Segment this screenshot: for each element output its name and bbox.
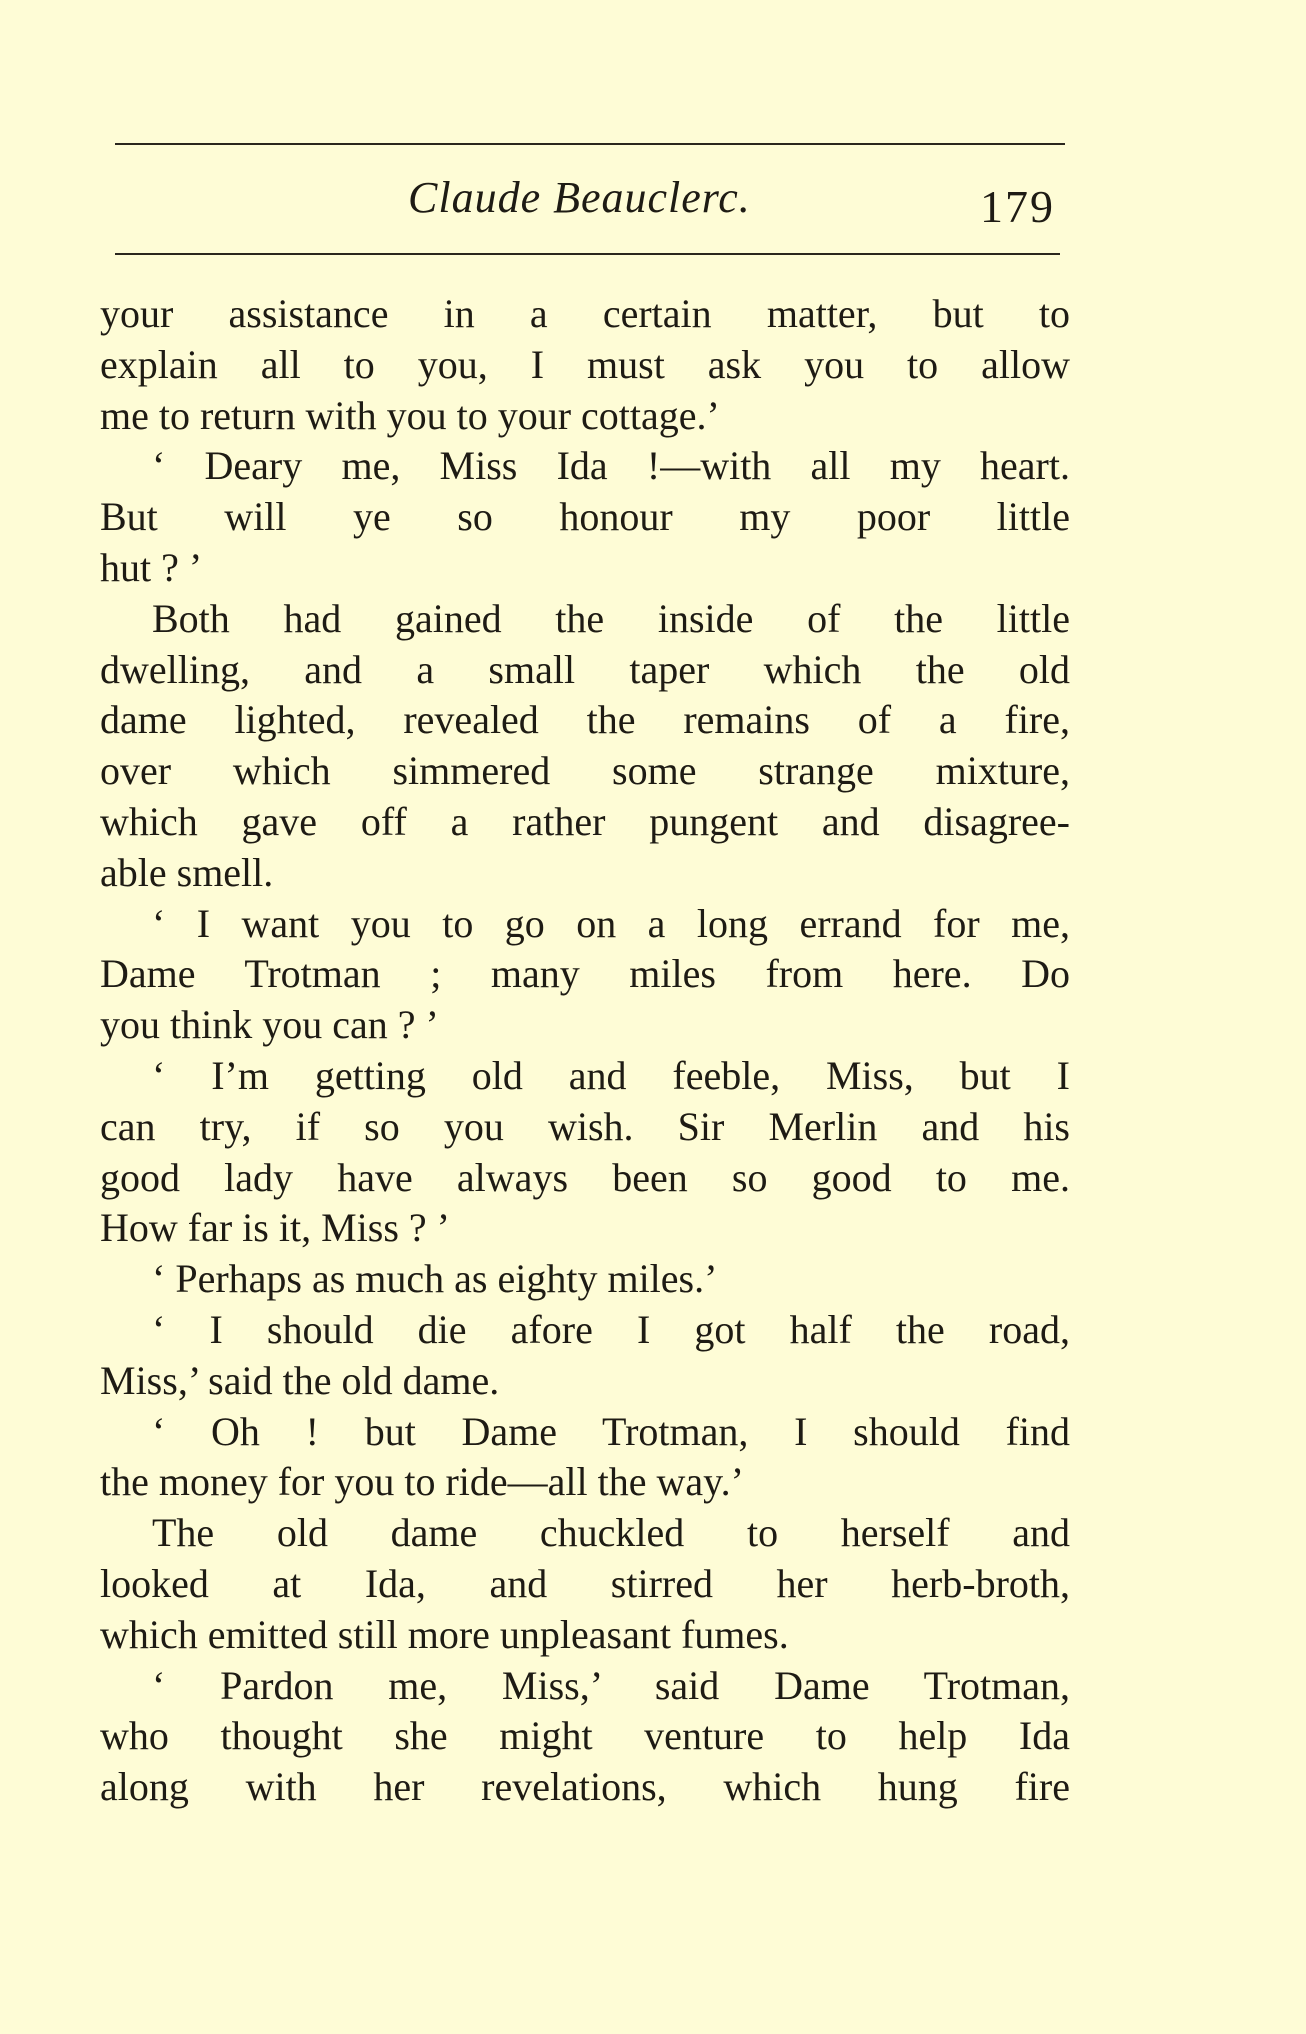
text-line: But will ye so honour my poor little [100,494,1070,540]
page-number: 179 [980,181,1055,232]
text-line: you think you can ? ’ [100,1002,439,1048]
running-head [0,168,1306,238]
header-rule-top [115,143,1065,145]
text-line: me to return with you to your cottage.’ [100,392,720,438]
header-rule-bottom [115,253,1060,255]
text-line: over which simmered some strange mixture, [100,748,1070,794]
text-line: explain all to you, I must ask you to allow [100,341,1070,387]
text-line: ‘ Oh ! but Dame Trotman, I should find [152,1408,1070,1454]
text-line: How far is it, Miss ? ’ [100,1205,450,1251]
text-line: Miss,’ said the old dame. [100,1357,500,1403]
text-line: The old dame chuckled to herself and [152,1510,1070,1556]
text-line: able smell. [100,849,274,895]
text-line: ‘ Pardon me, Miss,’ said Dame Trotman, [152,1662,1070,1708]
text-line: ‘ I want you to go on a long errand for me, [152,900,1070,946]
text-line: the money for you to ride—all the way.’ [100,1459,744,1505]
text-line: your assistance in a certain matter, but to [100,291,1070,336]
text-line: can try, if so you wish. Sir Merlin and his [100,1103,1070,1149]
running-title: Claude Beauclerc. [408,173,751,222]
text-line: Both had gained the inside of the little [152,595,1070,641]
text-line: who thought she might venture to help Ida [100,1713,1070,1759]
text-line: along with her revelations, which hung fire [100,1764,1070,1810]
body-text [100,289,1070,1813]
text-line: dame lighted, revealed the remains of a fire, [100,697,1070,743]
text-line: ‘ Deary me, Miss Ida !—with all my heart. [152,443,1070,489]
text-line: good lady have always been so good to me. [100,1154,1070,1200]
text-line: Dame Trotman ; many miles from here. Do [100,951,1070,997]
text-line: which gave off a rather pungent and disagree- [100,798,1070,844]
text-line: dwelling, and a small taper which the old [100,646,1070,692]
text-line: ‘ I should die afore I got half the road, [152,1306,1070,1352]
text-line: ‘ Perhaps as much as eighty miles.’ [152,1256,718,1302]
text-line: ‘ I’m getting old and feeble, Miss, but I [152,1052,1070,1098]
text-line: looked at Ida, and stirred her herb-broth, [100,1560,1070,1606]
text-line: hut ? ’ [100,544,203,590]
text-line: which emitted still more unpleasant fumes. [100,1611,789,1657]
